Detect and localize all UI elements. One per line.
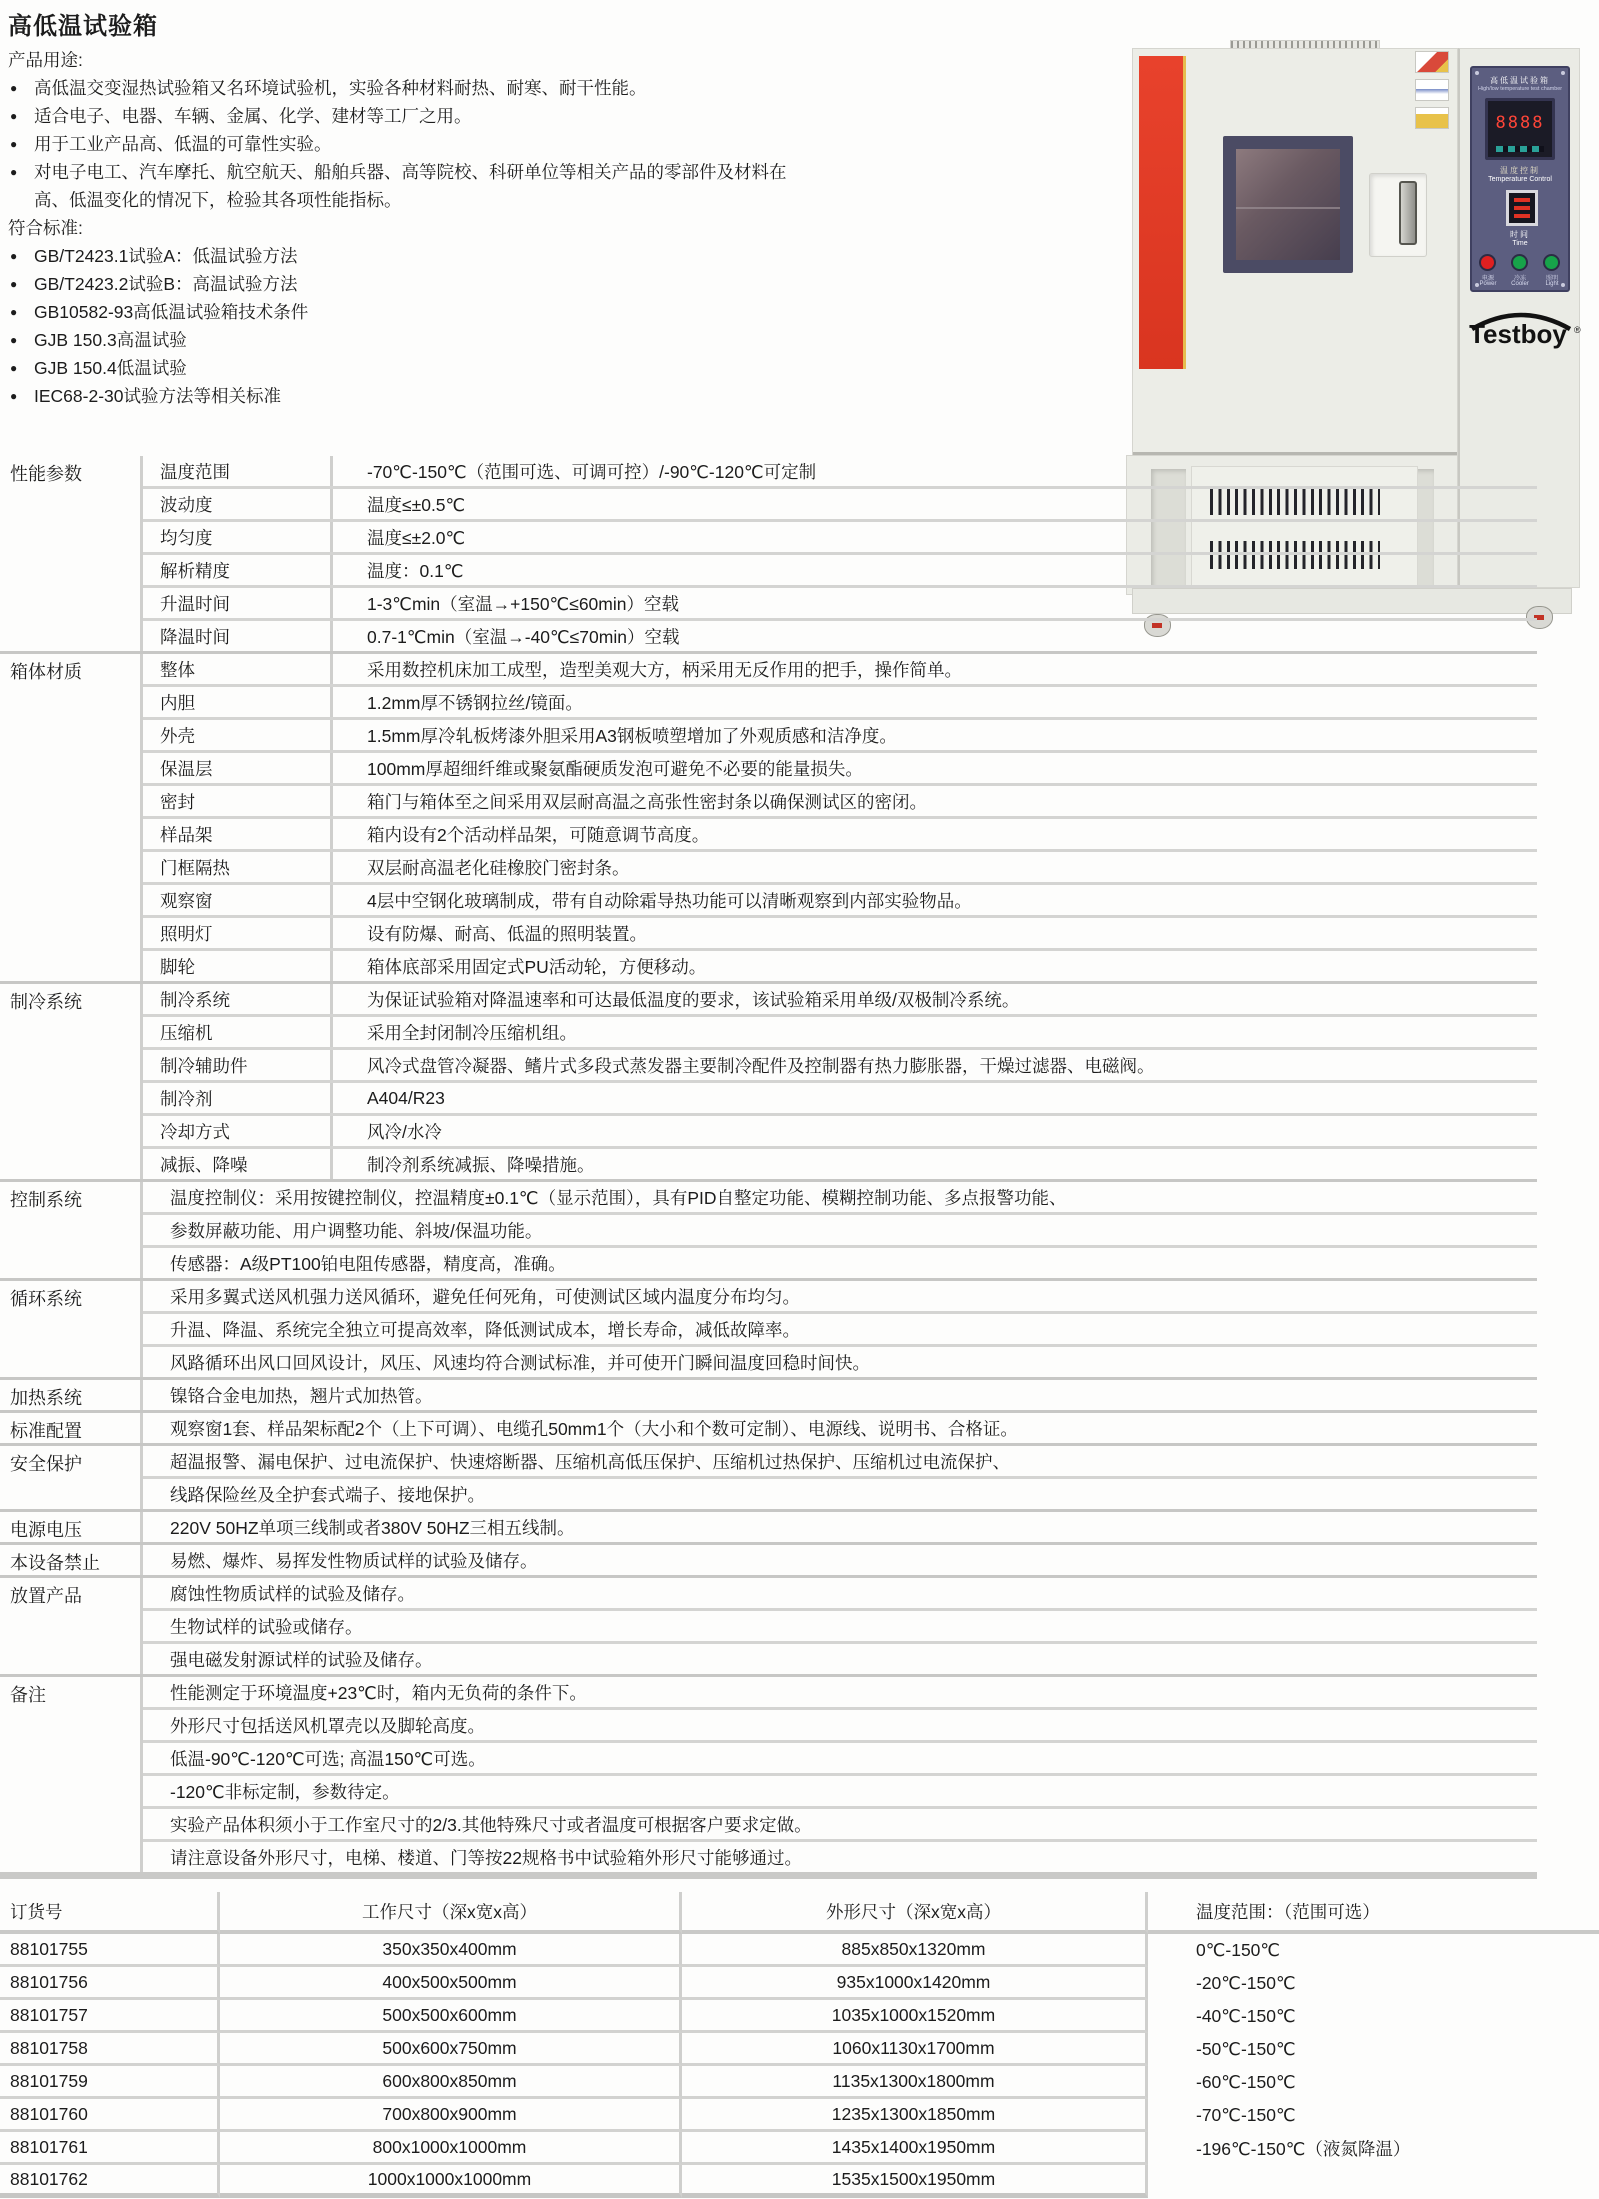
standards-item-text: IEC68-2-30试验方法等相关标准 bbox=[34, 386, 281, 406]
spec-category: 性能参数 bbox=[0, 456, 143, 651]
spec-section bbox=[0, 1677, 1537, 1872]
order-work-size: 800x1000x1000mm bbox=[220, 2132, 682, 2165]
warning-sticker bbox=[1415, 79, 1449, 101]
spec-desc: 0.7-1℃min（室温→-40℃≤70min）空载 bbox=[367, 626, 680, 647]
standards-item bbox=[8, 354, 1108, 382]
spec-row bbox=[143, 852, 1537, 885]
spec-row bbox=[143, 1347, 1537, 1377]
spec-label: 密封 bbox=[143, 786, 333, 816]
order-temp-range: -20℃-150℃ bbox=[1196, 1973, 1296, 1993]
order-work-size: 400x500x500mm bbox=[220, 1967, 682, 2000]
time-display bbox=[1506, 190, 1538, 226]
standards-item bbox=[8, 242, 1108, 270]
order-temp-range: -70℃-150℃ bbox=[1196, 2105, 1296, 2125]
spec-section bbox=[0, 456, 1537, 654]
spec-label: 照明灯 bbox=[143, 918, 333, 948]
control-panel bbox=[1470, 66, 1570, 292]
standards-item-text: GJB 150.4低温试验 bbox=[34, 358, 187, 378]
standards-item bbox=[8, 382, 1108, 410]
standards-item-text: GB10582-93高低温试验箱技术条件 bbox=[34, 302, 309, 322]
spec-desc: 外形尺寸包括送风机罩壳以及脚轮高度。 bbox=[170, 1715, 485, 1736]
spec-desc: 请注意设备外形尺寸，电梯、楼道、门等按22规格书中试验箱外形尺寸能够通过。 bbox=[170, 1847, 802, 1868]
order-temp-range: 0℃-150℃ bbox=[1196, 1940, 1281, 1960]
spec-category: 控制系统 bbox=[0, 1182, 143, 1278]
spec-rows bbox=[143, 1182, 1537, 1278]
spec-row bbox=[143, 1479, 1537, 1509]
spec-label: 降温时间 bbox=[143, 621, 333, 651]
usage-item bbox=[8, 130, 1108, 158]
spec-desc: 1.5mm厚冷轧板烤漆外胆采用A3钢板喷塑增加了外观质感和洁净度。 bbox=[367, 725, 897, 746]
spec-section bbox=[0, 1446, 1537, 1512]
spec-rows bbox=[143, 1281, 1537, 1377]
order-header-outer-size: 外形尺寸（深x宽x高） bbox=[682, 1892, 1148, 1934]
light-label-en: Light bbox=[1545, 281, 1559, 287]
order-table-row bbox=[0, 2099, 1599, 2132]
order-no: 88101761 bbox=[0, 2132, 220, 2165]
spec-label: 波动度 bbox=[143, 489, 333, 519]
spec-desc: 风路循环出风口回风设计，风压、风速均符合测试标准，并可使开门瞬间温度回稳时间快。 bbox=[170, 1352, 870, 1373]
spec-desc: 观察窗1套、样品架标配2个（上下可调）、电缆孔50mm1个（大小和个数可定制）、电源线、说明书、合格证。 bbox=[170, 1418, 1018, 1439]
spec-label: 制冷系统 bbox=[143, 984, 333, 1014]
usage-item-text: 对电子电工、汽车摩托、航空航天、船舶兵器、高等院校、科研单位等相关产品的零部件及材料在 bbox=[34, 162, 787, 182]
order-work-size: 500x600x750mm bbox=[220, 2033, 682, 2066]
spec-desc: 采用数控机床加工成型，造型美观大方，柄采用无反作用的把手，操作简单。 bbox=[367, 659, 962, 680]
spec-label: 解析精度 bbox=[143, 555, 333, 585]
spec-row bbox=[143, 951, 1537, 981]
spec-category: 电源电压 bbox=[0, 1512, 143, 1542]
spec-label: 观察窗 bbox=[143, 885, 333, 915]
order-header-work-size: 工作尺寸（深x宽x高） bbox=[220, 1892, 682, 1934]
spec-desc: 1-3℃min（室温→+150℃≤60min）空载 bbox=[367, 593, 679, 614]
spec-rows bbox=[143, 1446, 1537, 1509]
spec-desc: 制冷剂系统减振、降噪措施。 bbox=[367, 1154, 595, 1175]
spec-section bbox=[0, 1281, 1537, 1380]
light-label-cn: 照明 bbox=[1545, 276, 1558, 282]
bullet-icon: ● bbox=[10, 137, 18, 151]
time-display-bars bbox=[1514, 198, 1530, 218]
spec-desc: 双层耐高温老化硅橡胶门密封条。 bbox=[367, 857, 630, 878]
svg-text:Testboy: Testboy bbox=[1469, 319, 1567, 349]
order-temp-range bbox=[1148, 2165, 1599, 2198]
bullet-icon bbox=[8, 186, 34, 214]
spec-rows bbox=[143, 1512, 1537, 1542]
spec-rows bbox=[143, 456, 1537, 651]
order-no: 88101757 bbox=[0, 2000, 220, 2033]
usage-item-text: 高、低温变化的情况下，检验其各项性能指标。 bbox=[34, 190, 402, 210]
standards-list bbox=[8, 242, 1108, 410]
spec-desc: -70℃-150℃（范围可选、可调可控）/-90℃-120℃可定制 bbox=[367, 461, 817, 482]
spec-category: 本设备禁止 bbox=[0, 1545, 143, 1575]
panel-title-cn: 高低温试验箱 bbox=[1490, 76, 1550, 85]
standards-heading: 符合标准: bbox=[8, 218, 83, 238]
spec-row bbox=[143, 1314, 1537, 1347]
intro-block bbox=[8, 46, 1108, 410]
machine-viewing-window bbox=[1223, 136, 1353, 273]
cooler-label-cn: 冷冻 bbox=[1513, 276, 1526, 282]
temp-control-label-en: Temperature Control bbox=[1488, 176, 1552, 183]
spec-row bbox=[143, 1710, 1537, 1743]
order-table-row bbox=[0, 2000, 1599, 2033]
spec-desc: 采用多翼式送风机强力送风循环，避免任何死角，可使测试区域内温度分布均匀。 bbox=[170, 1286, 800, 1307]
spec-row bbox=[143, 1281, 1537, 1314]
standards-item-text: GB/T2423.2试验B：高温试验方法 bbox=[34, 274, 298, 294]
spec-desc: A404/R23 bbox=[367, 1087, 445, 1108]
spec-row bbox=[143, 1809, 1537, 1842]
spec-row bbox=[143, 1413, 1537, 1443]
order-outer-size: 1060x1130x1700mm bbox=[682, 2033, 1148, 2066]
usage-item bbox=[8, 74, 1108, 102]
spec-row bbox=[143, 918, 1537, 951]
spec-label: 冷却方式 bbox=[143, 1116, 333, 1146]
spec-section bbox=[0, 1578, 1537, 1677]
spec-rows bbox=[143, 1545, 1537, 1575]
order-work-size: 600x800x850mm bbox=[220, 2066, 682, 2099]
order-table-body bbox=[0, 1934, 1599, 2198]
order-work-size: 500x500x600mm bbox=[220, 2000, 682, 2033]
spec-section bbox=[0, 1545, 1537, 1578]
spec-desc: 超温报警、漏电保护、过电流保护、快速熔断器、压缩机高低压保护、压缩机过热保护、压缩机过电流保护、 bbox=[170, 1451, 1010, 1472]
order-outer-size: 885x850x1320mm bbox=[682, 1934, 1148, 1967]
spec-desc: 实验产品体积须小于工作室尺寸的2/3.其他特殊尺寸或者温度可根据客户要求定做。 bbox=[170, 1814, 812, 1835]
spec-category: 制冷系统 bbox=[0, 984, 143, 1179]
spec-row bbox=[143, 1611, 1537, 1644]
order-outer-size: 1535x1500x1950mm bbox=[682, 2165, 1148, 2198]
order-table-row bbox=[0, 2165, 1599, 2198]
spec-category: 放置产品 bbox=[0, 1578, 143, 1674]
usage-item bbox=[8, 102, 1108, 130]
spec-category: 箱体材质 bbox=[0, 654, 143, 981]
order-work-size: 350x350x400mm bbox=[220, 1934, 682, 1967]
power-label-cn: 电源 bbox=[1481, 276, 1494, 282]
order-temp-range: -196℃-150℃（液氮降温） bbox=[1196, 2139, 1411, 2159]
spec-row bbox=[143, 786, 1537, 819]
cooler-button-group bbox=[1507, 254, 1533, 290]
spec-desc: 腐蚀性物质试样的试验及储存。 bbox=[170, 1583, 415, 1604]
spec-row bbox=[143, 555, 1537, 588]
spec-label: 保温层 bbox=[143, 753, 333, 783]
spec-row bbox=[143, 720, 1537, 753]
order-no: 88101762 bbox=[0, 2165, 220, 2198]
spec-row bbox=[143, 1050, 1537, 1083]
order-outer-size: 1035x1000x1520mm bbox=[682, 2000, 1148, 2033]
order-table-header bbox=[0, 1892, 1599, 1934]
temperature-controller-display bbox=[1485, 98, 1555, 160]
controller-digits: 8888 bbox=[1495, 113, 1545, 133]
order-table-row bbox=[0, 2033, 1599, 2066]
spec-row bbox=[143, 1512, 1537, 1542]
spec-label: 升温时间 bbox=[143, 588, 333, 618]
order-outer-size: 935x1000x1420mm bbox=[682, 1967, 1148, 2000]
spec-rows bbox=[143, 984, 1537, 1179]
spec-desc: 温度：0.1℃ bbox=[367, 560, 464, 581]
spec-rows bbox=[143, 1578, 1537, 1674]
spec-desc: 升温、降温、系统完全独立可提高效率，降低测试成本，增长寿命，减低故障率。 bbox=[170, 1319, 800, 1340]
spec-rows bbox=[143, 654, 1537, 981]
order-table-row bbox=[0, 1967, 1599, 2000]
spec-desc: 风冷式盘管冷凝器、鳍片式多段式蒸发器主要制冷配件及控制器有热力膨胀器，干燥过滤器、电磁阀。 bbox=[367, 1055, 1155, 1076]
order-no: 88101759 bbox=[0, 2066, 220, 2099]
spec-row bbox=[143, 885, 1537, 918]
window-shelf-line bbox=[1236, 207, 1340, 209]
panel-title-en: High/low temperature test chamber bbox=[1477, 86, 1563, 92]
spec-desc: 4层中空钢化玻璃制成，带有自动除霜导热功能可以清晰观察到内部实验物品。 bbox=[367, 890, 972, 911]
usage-list bbox=[8, 74, 1108, 214]
spec-desc: 线路保险丝及全护套式端子、接地保护。 bbox=[170, 1484, 485, 1505]
spec-category: 备注 bbox=[0, 1677, 143, 1872]
spec-row bbox=[143, 522, 1537, 555]
spec-row bbox=[143, 621, 1537, 651]
testboy-logo bbox=[1460, 299, 1582, 351]
spec-desc: 生物试样的试验或储存。 bbox=[170, 1616, 363, 1637]
spec-row bbox=[143, 1215, 1537, 1248]
spec-category: 标准配置 bbox=[0, 1413, 143, 1443]
standards-item bbox=[8, 326, 1108, 354]
spec-row bbox=[143, 1182, 1537, 1215]
spec-desc: 参数屏蔽功能、用户调整功能、斜坡/保温功能。 bbox=[170, 1220, 543, 1241]
spec-desc: 为保证试验箱对降温速率和可达最低温度的要求，该试验箱采用单级/双极制冷系统。 bbox=[367, 989, 1020, 1010]
spec-label: 制冷剂 bbox=[143, 1083, 333, 1113]
spec-row bbox=[143, 1017, 1537, 1050]
bullet-icon: ● bbox=[10, 277, 18, 291]
spec-label: 制冷辅助件 bbox=[143, 1050, 333, 1080]
machine-red-stripe bbox=[1139, 56, 1186, 369]
light-button bbox=[1543, 254, 1560, 271]
spec-label: 均匀度 bbox=[143, 522, 333, 552]
machine-window-glass bbox=[1236, 149, 1340, 260]
bullet-icon: ● bbox=[10, 165, 18, 179]
spec-desc: 镍铬合金电加热，翘片式加热管。 bbox=[170, 1385, 433, 1406]
spec-desc: 设有防爆、耐高、低温的照明装置。 bbox=[367, 923, 647, 944]
spec-desc: 箱内设有2个活动样品架，可随意调节高度。 bbox=[367, 824, 710, 845]
order-table-row bbox=[0, 1934, 1599, 1967]
spec-desc: 强电磁发射源试样的试验及储存。 bbox=[170, 1649, 433, 1670]
usage-item-text: 适合电子、电器、车辆、金属、化学、建材等工厂之用。 bbox=[34, 106, 472, 126]
order-outer-size: 1135x1300x1800mm bbox=[682, 2066, 1148, 2099]
spec-row bbox=[143, 1149, 1537, 1179]
bullet-icon: ● bbox=[10, 81, 18, 95]
spec-row bbox=[143, 588, 1537, 621]
order-temp-range: -40℃-150℃ bbox=[1196, 2006, 1296, 2026]
standards-item bbox=[8, 270, 1108, 298]
spec-section bbox=[0, 1413, 1537, 1446]
spec-desc: 性能测定于环境温度+23℃时，箱内无负荷的条件下。 bbox=[170, 1682, 587, 1703]
spec-label: 外壳 bbox=[143, 720, 333, 750]
spec-category: 安全保护 bbox=[0, 1446, 143, 1509]
bullet-icon: ● bbox=[10, 333, 18, 347]
spec-desc: 温度≤±2.0℃ bbox=[367, 527, 466, 548]
time-label-cn: 时间 bbox=[1510, 230, 1530, 239]
page-title: 高低温试验箱 bbox=[8, 13, 158, 40]
spec-section bbox=[0, 1380, 1537, 1413]
spec-row bbox=[143, 687, 1537, 720]
cooler-button bbox=[1511, 254, 1528, 271]
spec-label: 内胆 bbox=[143, 687, 333, 717]
warning-sticker bbox=[1415, 51, 1449, 73]
usage-item bbox=[8, 158, 1108, 186]
spec-row bbox=[143, 1677, 1537, 1710]
spec-label: 脚轮 bbox=[143, 951, 333, 981]
spec-desc: 箱门与箱体至之间采用双层耐高温之高张性密封条以确保测试区的密闭。 bbox=[367, 791, 927, 812]
order-no: 88101756 bbox=[0, 1967, 220, 2000]
light-button-group bbox=[1539, 254, 1565, 290]
warning-sticker bbox=[1415, 107, 1449, 129]
machine-door bbox=[1132, 48, 1458, 460]
spec-desc: 风冷/水冷 bbox=[367, 1121, 442, 1142]
spec-row bbox=[143, 1743, 1537, 1776]
usage-heading: 产品用途: bbox=[8, 50, 83, 70]
standards-item bbox=[8, 298, 1108, 326]
spec-row bbox=[143, 1116, 1537, 1149]
spec-rows bbox=[143, 1413, 1537, 1443]
temp-control-label-cn: 温度控制 bbox=[1500, 166, 1540, 175]
spec-desc: 1.2mm厚不锈钢拉丝/镜面。 bbox=[367, 692, 583, 713]
power-button bbox=[1479, 254, 1496, 271]
usage-item-text: 高低温交变湿热试验箱又名环境试验机，实验各种材料耐热、耐寒、耐干性能。 bbox=[34, 78, 647, 98]
order-table bbox=[0, 1892, 1599, 2198]
order-table-row bbox=[0, 2066, 1599, 2099]
spec-desc: 温度≤±0.5℃ bbox=[367, 494, 466, 515]
spec-label: 样品架 bbox=[143, 819, 333, 849]
controller-buttons-strip bbox=[1496, 146, 1544, 152]
spec-row bbox=[143, 1545, 1537, 1575]
standards-item-text: GB/T2423.1试验A：低温试验方法 bbox=[34, 246, 298, 266]
spec-row bbox=[143, 1083, 1537, 1116]
order-work-size: 700x800x900mm bbox=[220, 2099, 682, 2132]
order-outer-size: 1235x1300x1850mm bbox=[682, 2099, 1148, 2132]
order-no: 88101758 bbox=[0, 2033, 220, 2066]
spec-section bbox=[0, 1512, 1537, 1545]
spec-desc: 100mm厚超细纤维或聚氨酯硬质发泡可避免不必要的能量损失。 bbox=[367, 758, 863, 779]
spec-desc: 传感器：A级PT100铂电阻传感器，精度高，准确。 bbox=[170, 1253, 566, 1274]
order-header-no: 订货号 bbox=[0, 1892, 220, 1934]
order-temp-range: -50℃-150℃ bbox=[1196, 2039, 1296, 2059]
spec-label: 压缩机 bbox=[143, 1017, 333, 1047]
spec-desc: 温度控制仪：采用按键控制仪，控温精度±0.1℃（显示范围），具有PID自整定功能、模糊控制功能、多点报警功能、 bbox=[170, 1187, 1067, 1208]
bullet-icon: ● bbox=[10, 305, 18, 319]
spec-row bbox=[143, 456, 1537, 489]
spec-desc: -120℃非标定制，参数待定。 bbox=[170, 1781, 400, 1802]
spec-category: 循环系统 bbox=[0, 1281, 143, 1377]
machine-handle-recess bbox=[1369, 173, 1427, 257]
svg-text:®: ® bbox=[1574, 325, 1581, 335]
spec-label: 门框隔热 bbox=[143, 852, 333, 882]
order-temp-range: -60℃-150℃ bbox=[1196, 2072, 1296, 2092]
spec-table bbox=[0, 456, 1537, 1879]
time-label-en: Time bbox=[1512, 240, 1528, 247]
spec-section bbox=[0, 984, 1537, 1182]
usage-item bbox=[8, 186, 1108, 214]
bullet-icon: ● bbox=[10, 109, 18, 123]
spec-desc: 易燃、爆炸、易挥发性物质试样的试验及储存。 bbox=[170, 1550, 538, 1571]
spec-rows bbox=[143, 1677, 1537, 1872]
spec-row bbox=[143, 1644, 1537, 1674]
spec-row bbox=[143, 753, 1537, 786]
spec-section bbox=[0, 654, 1537, 984]
order-work-size: 1000x1000x1000mm bbox=[220, 2165, 682, 2198]
spec-row bbox=[143, 1578, 1537, 1611]
bullet-icon: ● bbox=[10, 249, 18, 263]
power-button-group bbox=[1475, 254, 1501, 290]
order-table-row bbox=[0, 2132, 1599, 2165]
standards-item-text: GJB 150.3高温试验 bbox=[34, 330, 187, 350]
spec-row bbox=[143, 1842, 1537, 1872]
spec-row bbox=[143, 654, 1537, 687]
bullet-icon: ● bbox=[10, 389, 18, 403]
spec-label: 减振、降噪 bbox=[143, 1149, 333, 1179]
spec-row bbox=[143, 1776, 1537, 1809]
spec-label: 整体 bbox=[143, 654, 333, 684]
order-outer-size: 1435x1400x1950mm bbox=[682, 2132, 1148, 2165]
usage-item-text: 用于工业产品高、低温的可靠性实验。 bbox=[34, 134, 332, 154]
spec-desc: 采用全封闭制冷压缩机组。 bbox=[367, 1022, 577, 1043]
order-header-temp-range: 温度范围：（范围可选） bbox=[1148, 1892, 1599, 1934]
spec-desc: 220V 50HZ单项三线制或者380V 50HZ三相五线制。 bbox=[170, 1517, 575, 1538]
spec-row bbox=[143, 1248, 1537, 1278]
spec-desc: 箱体底部采用固定式PU活动轮，方便移动。 bbox=[367, 956, 707, 977]
spec-row bbox=[143, 489, 1537, 522]
spec-row bbox=[143, 819, 1537, 852]
cooler-label-en: Cooler bbox=[1511, 281, 1529, 287]
spec-row bbox=[143, 1380, 1537, 1410]
bullet-icon: ● bbox=[10, 361, 18, 375]
spec-section bbox=[0, 1182, 1537, 1281]
spec-category: 加热系统 bbox=[0, 1380, 143, 1410]
order-no: 88101755 bbox=[0, 1934, 220, 1967]
machine-door-handle bbox=[1399, 181, 1417, 245]
spec-row bbox=[143, 984, 1537, 1017]
spec-label: 温度范围 bbox=[143, 456, 333, 486]
spec-rows bbox=[143, 1380, 1537, 1410]
spec-row bbox=[143, 1446, 1537, 1479]
spec-desc: 低温-90℃-120℃可选; 高温150℃可选。 bbox=[170, 1748, 486, 1769]
panel-buttons-row bbox=[1472, 254, 1568, 290]
order-no: 88101760 bbox=[0, 2099, 220, 2132]
power-label-en: Power bbox=[1479, 281, 1497, 287]
